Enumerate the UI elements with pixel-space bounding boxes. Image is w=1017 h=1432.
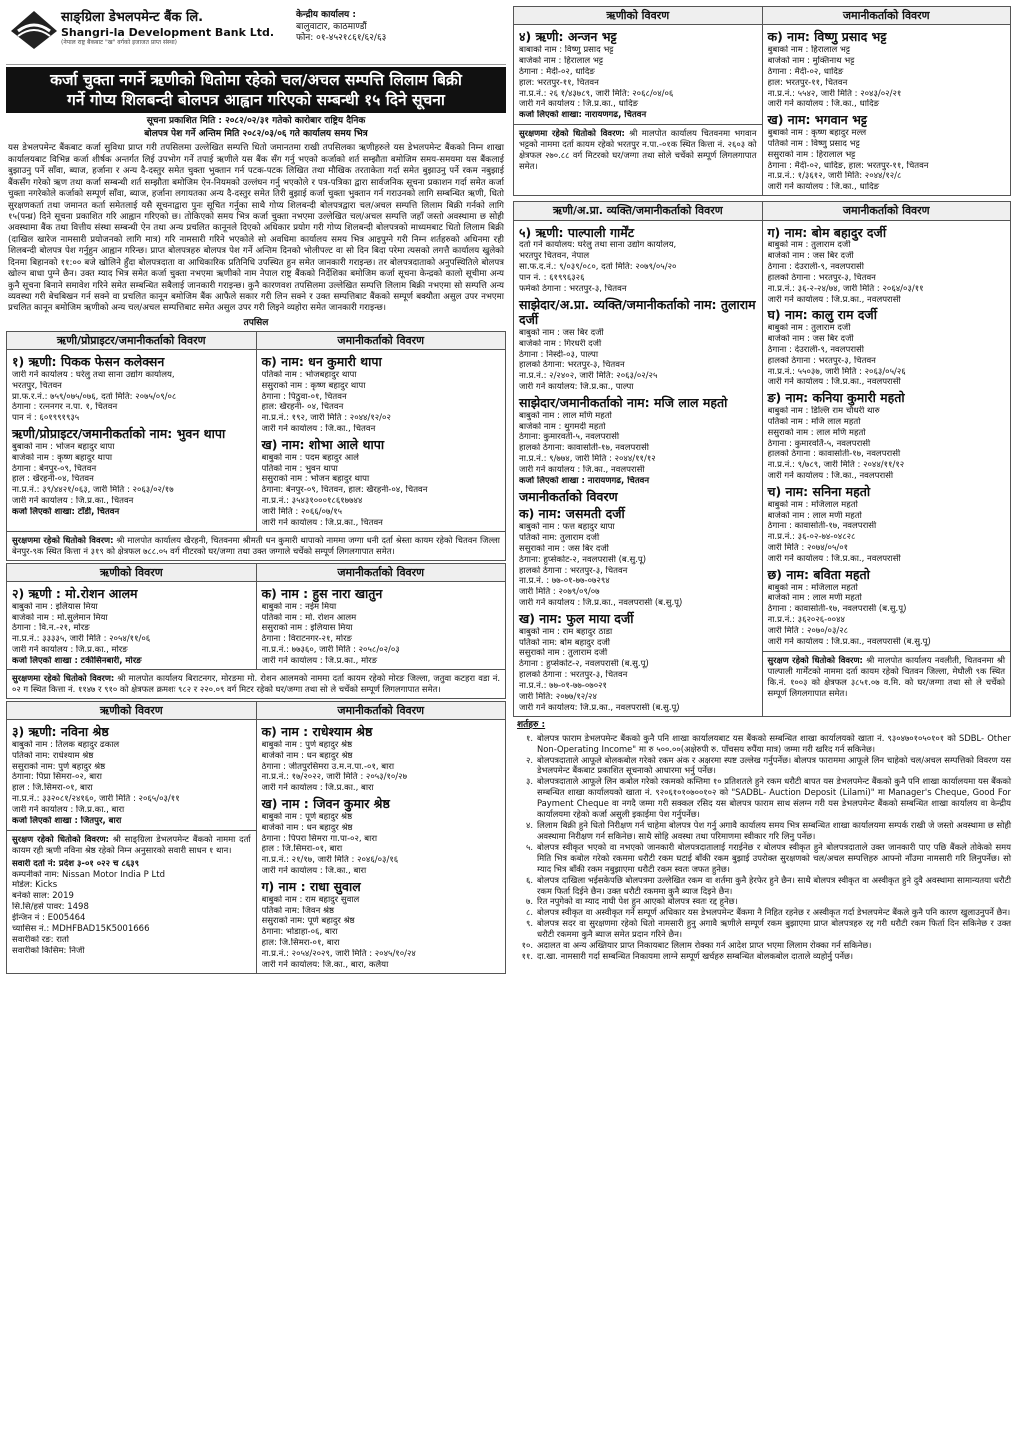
detail-line: जारी मिति: २०७७/१२/२४ <box>519 691 597 702</box>
detail-line: जारी गर्ने कार्यालय : जि.का., नवलपरासी <box>767 471 894 482</box>
detail-line: पतिको नाम: जिवन श्रेष्ठ <box>261 905 335 916</box>
detail-line: ससुराको नाम : जस बिर दर्जी <box>519 543 609 554</box>
guarantor-cell <box>763 221 1011 716</box>
headline-line2: गर्ने गोप्य शिलबन्दी बोलपत्र आह्वान गरिएको सम्बन्धी १५ दिने सूचना <box>67 91 445 110</box>
term-text: बोलपत्रदाताले आफूले लिन कबोल गरेको रकमको कम्तिमा १० प्रतिशतले हुने रकम धरौटी बापत यस डेभलपमेन्ट बैंकको कुनै पनि शाखा कार्यालयमा यस बैंकको सम्बन्धित शाखा कार्यालयको खाता नं. ९२०६१०१०७००१०२ को "SADBL- Auction Deposit (Lilami)" मा Manager's Cheque, Good For Payment Cheque वा नगदै जम्मा गरी सक्कल रसिद यस बोलपत्र फाराम साथ संलग्न गरी यस डेभलपमेन्ट बैंकको सम्बन्धित शाखा कार्यालय वा केन्द्रीय कार्यालयमा रहेको कर्जा असुली इकाईमा पेश गर्नुपर्नेछ। <box>537 776 1011 820</box>
detail-line: ससुराको नाम : लाल मणि महतो <box>767 427 866 438</box>
detail-line: ठेगाना : वि.न.-२१, मोरङ <box>12 623 90 634</box>
person-heading: ख) नाम: फुल माया दर्जी <box>519 611 634 627</box>
term-item <box>513 733 1011 755</box>
detail-line: बाजेको नाम : लाल मणी महतो <box>767 510 862 521</box>
detail-line: ठेगाना : देउराली-९, नवलपरासी <box>767 261 864 272</box>
section-header <box>514 7 1010 25</box>
detail-line: बाबुको नाम : फत्त बहादुर थापा <box>519 522 615 533</box>
detail-line: जारी गर्ने कार्यालय : जि.प्र.का., नवलपरासी (ब.सु.पू) <box>767 636 931 647</box>
detail-line: ना.प्र.नं.: २०५४/२०२९, जारी मिति : २०४५/१०/२४ <box>261 949 416 960</box>
detail-line: ठेगाना: बेनपुर-०९, चितवन, हाल: खैरहनी-०४, चितवन <box>261 485 428 496</box>
detail-line: ठेगाना : विराटनगर-२१, मोरङ <box>261 634 352 645</box>
detail-line: बाजेको नाम : जस बिर दर्जी <box>767 333 854 344</box>
detail-line: पतिको नाम : मो. रोशन आलम <box>261 612 357 623</box>
detail-line: जारी गर्ने कार्यालय : जि.प्र.का., मोरङ <box>12 645 128 656</box>
detail-line: जारी गर्ने कार्यालय : जि.प्र.का., चितवन <box>261 517 383 528</box>
detail-line: ठेगाना: भोडाहा-०६, बारा <box>261 927 338 938</box>
person-heading: १) ऋणी: पिकक फेसन कलेक्सन <box>12 354 165 370</box>
guarantor-cell <box>257 582 506 669</box>
detail-line: ना.प्र.नं.: ५५४२, जारी मिति : २०४३/०२/२१ <box>767 88 902 99</box>
collateral-text: श्री मालपोत कार्यालय खैरहनी, चितवनमा श्रीमती धन कुमारी थापाको नाममा जग्गा धनी दर्ता श्रेस्ता कायम रहेको चितवन जिल्ला बेनपुर-९क स्थित कित्ता नं ३१९ को क्षेत्रफल ७८८.०५ वर्ग मीटरको घर/जग्गा तथा उक्त जग्गाले चर्चेको सम्पूर्ण लिगलगापात समेत। <box>12 534 500 556</box>
detail-line: जारी गर्ने कार्यालय : जि.का., धादिङ <box>767 99 880 110</box>
detail-line: बाबुको नाम : तिलक बहादुर ढकाल <box>12 739 120 750</box>
detail-line: बाबुको नाम : डिल्लि राम चौधरी थारु <box>767 405 880 416</box>
detail-line: ना.प्र.नं.: ९/७७४, जारी मिति : २०४४/११/१२ <box>519 454 656 465</box>
section-body <box>7 720 505 973</box>
detail-line: ससुराको नाम : इलियास मिया <box>261 623 353 634</box>
section-header <box>7 702 505 720</box>
vehicle-line: मोडेल: Kicks <box>12 880 58 891</box>
section-body <box>514 221 1010 716</box>
detail-line: जारी मिति : २०७४/०५/०१ <box>767 543 849 554</box>
detail-line: हालको ठेगाना: कावासोती-१७, नवलपरासी <box>519 443 649 454</box>
vehicle-line: सवारीको रङ: रातो <box>12 934 69 945</box>
detail-line: बाजेको नाम : थुगमदी महतो <box>519 421 606 432</box>
section-head-left: ऋणी/प्रोप्राइटर/जमानीकर्ताको विवरण <box>7 332 257 349</box>
borrower-cell <box>514 221 763 716</box>
person-heading: ऋणी/प्रोप्राइटर/जमानीकर्ताको नाम: भुवन थापा <box>12 426 226 442</box>
detail-line: बुबाको नाम : कृष्ण बहादुर मल्ल <box>767 127 867 138</box>
notice-body: यस डेभलपमेन्ट बैंकबाट कर्जा सुविधा प्राप्त गरी तपसिलमा उल्लेखित सम्पत्ति धितो जमानतमा राखी तपसिलका ऋणीहरुले यस डेभलपमेन्ट बैंकको निम्न शाखा कार्यालयबाट विभिन्न कर्जा शीर्षक अन्तर्गत लिई उपभोग गर्ने तपाई ऋणीले यस बैंक सँग गर्नु भएको कर्जाको शर्त सम्झौता बमोजिम समय-समयमा यस बैंकलाई बुझाउनु पर्ने साँवा, ब्याज, हर्जाना र अन्य दै-दस्तुर समेत चुक्ता भुक्तान गर्न पटक-पटक लिखित तथा मौखिक तरताकेता गर्दा समेत बुझाउनु पर्ने रकम नबुझाई बैंकसँग गरेको ऋण तथा कर्जा सम्बन्धी शर्त सम्झौता बमोजिम ऐन-नियमको उल्लंघन गर्नु भएकोले र पत्र-पत्रिका द्वारा सार्वजनिक सूचना प्रकाशन गर्दा समेत कर्जा चुक्ता नगरेकोले कर्जाको सम्पूर्ण साँवा, ब्याज, हर्जाना लगायतका अन्य दै-दस्तुर समेत तिरी बुझाई कर्जा चुक्ता भुक्तान गर्न गराउनको लागि सम्बन्धित ऋणी, धितो सुरक्षणकर्ता तथा जमानत कर्ता समेतलाई यसै सूचनाद्वारा पुनः सूचित गर्नुका साथै गोप्य शिलबन्दी बोलपत्रद्वारा चल/अचल सम्पत्ति लिलाम बिक्री गर्नको लागि १५(पन्ध्र) दिने सूचना प्रकाशित गरि आह्वान गरिएको छ। तोकिएको समय भित्र कर्जा चुक्ता नभएमा उल्लेखित चल/अचल सम्पत्ति जहाँ जस्तो अवस्थामा छ सोही अवस्थामा बैंक तथा वित्तीय संस्था सम्बन्धी ऐन तथा अन्य प्रचलित कानूनले दिएको अधिकार प्रयोग गरी गोप्य शिलबन्दी बोलपत्रको माध्यमबाट धितो लिलाम बिक्री (दाखिल खारेज नामसारी प्रयोजनको लागि मात्र) गरि नामसारी गरिने भएकोले सो अवधिमा कार्यालय समय भित्र आइपुग्ने गरी निम्न शर्तहरुको अधिनमा रही शिलबन्दी बोलपत्र पेश गर्नुहुन आह्वान गरिन्छ। प्राप्त बोलपत्रहरु बोलपत्र पेश गर्ने अन्तिम दिनको भोलीपल्ट वा सो दिन बिदा परेमा त्यसको लगत्तै कार्यालय खुलेको दिनमा बिहानको ११:०० बजे खोलिने हुँदा बोलपत्रदाता वा आधिकारिक प्रतिनिधि उपस्थित हुन समेत जानकारी गराइन्छ। तर बोलपत्रदाताको अनुपस्थितिले बोलपत्र खोल्न बाधा पुग्ने छैन। उक्त म्याद भित्र समेत कर्जा चुक्ता नभएमा ऋणीको नाम नेपाल राष्ट्र बैंकको निर्देशिका बमोजिम कर्जा सूचना केन्द्रको कालो सूचीमा अन्य कुनै सूचना बिनाने समावेश गरिने समेत सम्बन्धित सबैलाई जानकारी गराइन्छ। कुनै कारणवश तपसिलमा उल्लेखित सम्पत्ति लिलाम बिक्री नभएमा सो सम्पत्ति अन्य व्यवस्था गरी बेचबिखन गर्न सक्ने वा प्रचलित कानून बमोजिम बैंक आफैले सकार गरी लिन सक्ने र उक्त सम्पत्तिबाट बैंकको सम्पूर्ण बक्यौता असुल उपर नभएमा प्रचलित कानून बमोजिम ऋणीको अन्य चल/अचल सम्पत्तिबाट समेत असुल उपर गरी लिइने व्यहोरा समेत जानकारी गराइन्छ। <box>8 143 504 314</box>
detail-line: हाल: भरतपुर-११, चितवन <box>767 77 848 88</box>
section-head-left: ऋणीको विवरण <box>7 702 257 719</box>
left-column <box>6 6 506 974</box>
section-head-right: जमानीकर्ताको विवरण <box>257 332 506 349</box>
detail-line: बाजेको नाम : कृष्ण बहादुर थापा <box>12 452 113 463</box>
detail-line: जारी गर्ने कार्यालय : जि.का., नवलपरासी <box>519 465 645 476</box>
detail-line: ना.प्र.नं.: २/२४०२, जारी मिति: २०६३/०२/२५ <box>519 371 658 382</box>
detail-line: बाबुको नाम : इलियास मिया <box>12 601 98 612</box>
person-heading: ख) नाम: शोभा आले थापा <box>261 437 385 453</box>
person-heading: क) नाम : राधेश्याम श्रेष्ठ <box>261 724 373 740</box>
vehicle-details <box>12 859 251 957</box>
detail-line: बाजेको नाम : लाल मणी महतो <box>767 593 862 604</box>
term-text: बोलपत्र दाखिला भईसकेपछि बोलपत्रमा उल्लेखित रकम वा शर्तमा कुनै हेरफेर हुने छैन। साथै बोलपत्र स्वीकृत वा अस्वीकृत हुने दुवै अवस्थामा सामान्यतया धरौटी रकम फिर्ता दिईने छैन। उक्त धरौटी रकममा कुनै ब्याज दिइने छैन। <box>537 874 1011 896</box>
collateral-details <box>763 651 1011 702</box>
detail-line: बाबुको नाम : मजिलाल महतो <box>767 499 858 510</box>
term-text: दा.खा. नामसारी गर्दा सम्बन्धित निकायमा लाग्ने सम्पूर्ण खर्चहरु सम्बन्धित बोलकबोल दाताले व्यहोर्नु पर्नेछ। <box>537 951 854 962</box>
detail-line: ना.प्र.नं.: ३५४३१०००१८६१७७४४ <box>261 496 363 507</box>
borrower-cell <box>7 720 257 973</box>
detail-line: ठेगाना : मैदी-०२, धादिङ, हाल: भरतपुर-११, चितवन <box>767 160 929 171</box>
term-text: बोलपत्र सदर वा सुरक्षणमा रहेको धितो नामसारी हुनु अगावै ऋणीले सम्पूर्ण रकम बुझाएमा प्राप्त बोलपत्रहरु रद्द गरी धरौटी रकम फिर्ता दिन सकिनेछ र उक्त धरौटी रकममा कुनै ब्याज समेत प्रदान गरिने छैन। <box>537 918 1011 940</box>
detail-line: जारी गर्ने कार्यालय : घरेलु तथा साना उद्योग कार्यालय, <box>12 369 175 380</box>
detail-line: जारी मिति : २०७९/०९/०७ <box>519 587 600 598</box>
detail-line: बाबुको नाम : मजिलाल महतो <box>767 582 858 593</box>
person-heading: २) ऋणी : मो.रोशन आलम <box>12 586 138 602</box>
section-head-left: ऋणीको विवरण <box>514 7 763 24</box>
section-head-right: जमानीकर्ताको विवरण <box>763 202 1011 219</box>
guarantor-cell <box>257 350 506 531</box>
loan-branch: कर्जा लिएको शाखा : जितपुर, बारा <box>12 815 122 826</box>
term-item <box>513 940 1011 951</box>
detail-line: जारी गर्ने कार्यालय : जि.प्र.का., बारा <box>12 805 125 816</box>
section-body <box>7 582 505 669</box>
collateral-details <box>7 830 256 859</box>
section-header <box>7 564 505 582</box>
person-heading: ग) नाम : राधा सुवाल <box>261 879 361 895</box>
collateral-text: श्री मालपोत कार्यालय चितवनमा भगवान भट्टको नाममा दर्ता कायम रहेको भरतपुर न.पा.-०१क स्थित कित्ता नं. २६०३ को क्षेत्रफल २७०.८८ वर्ग मिटरको घर/जग्गा तथा सोले चर्चेको सम्पूर्ण लिगलगापात समेत। <box>519 128 757 171</box>
office-info <box>296 6 386 64</box>
detail-line: ठेगाना: हुप्सेकोट-२, नवलपरासी (ब.सु.पू) <box>519 554 647 565</box>
detail-line: ना.प्र.नं.: ३३२०८१/२४१६०, जारी मिति : २०६५/०३/११ <box>12 794 180 805</box>
term-number: ३. <box>525 776 533 787</box>
collateral-text: श्री मालपोत कार्यालय नवलीती, चितवनमा श्री पाल्पाली गार्मेंटको नाममा दर्ता कायम रहेको चितवन जिल्ला, मेघौली ९क स्थित कि.नं. १००३ को क्षेत्रफल ३८५१.०७ व.मि. को घर/जग्गा तथा सो ले चर्चेको सम्पूर्ण लिगलगापात समेत। <box>767 654 1005 698</box>
detail-line: जारी गर्ने कार्यालय: जि.प्र.का., पाल्पा <box>519 382 634 393</box>
vehicle-line: कम्पनीको नाम: Nissan Motor India P Ltd <box>12 869 165 880</box>
detail-line: हालको ठेगाना : भरतपुर-३, चितवन <box>519 670 628 681</box>
vehicle-line: सवारीको किसिम: निजी <box>12 945 85 956</box>
term-number: ९. <box>525 918 533 929</box>
detail-line: जारी गर्ने कार्यालय: जि.का., बारा, कलैया <box>261 959 389 970</box>
detail-line: ना.प्र.नं.: १/३६१२, जारी मिति: २०४४/१२/८ <box>767 171 902 182</box>
detail-line: ठेगाना : देउराली-९, नवलपरासी <box>767 344 864 355</box>
detail-line: ठेगाना : रत्ननगर न.पा. १, चितवन <box>12 402 118 413</box>
detail-line: जारी गर्ने कार्यालय: जि.प्र.का., नवलपरासी (ब.सु.पू) <box>519 702 680 713</box>
terms-list <box>513 733 1011 962</box>
term-item <box>513 918 1011 940</box>
person-heading: घ) नाम: कालु राम दर्जी <box>767 307 877 323</box>
detail-line: हाल : जि.सिमरा-०१, बारा <box>12 783 93 794</box>
collateral-label: सुरक्षणमा रहेको धितोको विवरण: <box>12 534 114 545</box>
office-phone: फोन: ०१-४५२१८६१/६२/६३ <box>296 33 387 44</box>
term-number: ४. <box>525 820 533 831</box>
detail-line: बाबुको नाम : राम बहादुर ठाडा <box>519 626 613 637</box>
term-text: लिलाम बिक्री हुने धितो निरीक्षण गर्न चाहेमा बोलपत्र पेश गर्नु अगावै कार्यालय समय भित्र सम्बन्धित शाखा कार्यालयमा सम्पर्क राखी जे जस्तो अवस्थामा छ सोही अवस्थामा निरीक्षण गर्न सकिनेछ। साथै सोहि अवस्था तथा परिमाणमा स्वीकार गरि लिनु पर्नेछ। <box>537 820 1011 841</box>
section-2 <box>6 563 506 699</box>
term-item <box>513 875 1011 897</box>
detail-line: ससुराको नाम : तुलाराम दर्जी <box>519 648 608 659</box>
term-text: अदालत वा अन्य अख्तियार प्राप्त निकायबाट लिलाम रोक्का गर्न आदेश प्राप्त भएमा लिलाम रोक्का गर्न सकिनेछ। <box>537 940 872 951</box>
term-item <box>513 896 1011 907</box>
detail-line: हालको ठेगाना: भरतपुर-३, चितवन <box>519 360 625 371</box>
bank-tagline: (नेपाल राष्ट्र बैंकबाट "ख" वर्गको इजाजत प्राप्त संस्था) <box>61 39 177 47</box>
detail-line: पतिको नाम: राधेश्याम श्रेष्ठ <box>12 750 94 761</box>
term-number: ६. <box>525 874 533 885</box>
person-heading: क) नाम: विष्णु प्रसाद भट्ट <box>767 29 887 45</box>
detail-line: बाबुको नाम : लाल मणि महतो <box>519 410 612 421</box>
collateral-label: सुरक्षणमा रहेको धितोको विवरण: <box>519 128 625 139</box>
vehicle-line: ईन्जिन नं : E005464 <box>12 913 86 924</box>
term-text: रित नपुगेको वा म्याद नाघी पेश हुन आएको बोलपत्र स्वतः रद्द हुनेछ। <box>537 896 738 907</box>
vehicle-line: सि.सि/हर्स पावर: 1498 <box>12 902 89 913</box>
pubinfo-line1: सूचना प्रकाशित मिति : २०८२/०२/३१ गतेको कारोबार राष्ट्रिय दैनिक <box>146 116 366 127</box>
borrower-entries <box>519 29 757 121</box>
detail-line: बाबाको नाम : विष्णु प्रसाद भट्ट <box>519 45 614 56</box>
person-heading: ३) ऋणी: नविना श्रेष्ठ <box>12 724 109 740</box>
detail-line: हाल: जि.सिमरा-०१, बारा <box>261 938 340 949</box>
detail-line: बाजेको नाम : धन बहादुर श्रेष्ठ <box>261 750 353 761</box>
section-body <box>514 25 1010 195</box>
detail-line: जारी गर्ने कार्यालय : जि.का., धादिङ <box>767 182 880 193</box>
detail-line: ससुराको नाम: पूर्ण बहादुर श्रेष्ठ <box>261 916 355 927</box>
detail-line: ठेगाना : निस्दी-०३, पाल्पा <box>519 349 599 360</box>
right-column <box>513 6 1011 962</box>
bank-logo-icon <box>9 9 59 51</box>
borrower-cell <box>7 350 257 531</box>
term-item <box>513 820 1011 842</box>
detail-line: ठेगाना : मैदी-०२, धादिङ <box>519 66 595 77</box>
detail-line: हाल: भरतपुर-११, चितवन <box>519 77 599 88</box>
term-number: १०. <box>521 940 533 951</box>
section-3 <box>6 701 506 974</box>
detail-line: फर्मको ठेगाना : भरतपुर-३, चितवन <box>519 283 627 294</box>
detail-line: ठेगाना : कुमारवर्ति-५, नवलपरासी <box>767 438 871 449</box>
detail-line: जारी गर्ने कार्यालय : जि.प्र.का., नवलपरासी (ब.सु.पू) <box>519 598 683 609</box>
detail-line: हालको ठेगाना : कावासोती-१७, नवलपरासी <box>767 449 901 460</box>
detail-line: ठेगाना : कावासोती-१७, नवलपरासी (ब.सु.पू) <box>767 604 907 615</box>
section-1 <box>6 331 506 561</box>
bank-brand <box>61 6 296 64</box>
detail-line: बाजेको नाम : मो.सुलेमान मिया <box>12 612 108 623</box>
detail-line: ना.प्र.नं.: ३६२०२६-००४४ <box>767 615 845 626</box>
person-heading: जमानीकर्ताको विवरण <box>519 488 618 504</box>
collateral-details <box>514 124 762 175</box>
detail-line: पतिको नाम : भुवन थापा <box>261 463 338 474</box>
detail-line: ना.प्र.नं.: २१/१७, जारी मिति : २०४६/०३/१६ <box>261 855 399 866</box>
detail-line: ना.प्र.नं.: ३३३३५, जारी मिति : २०५४/११/०६ <box>12 634 151 645</box>
detail-line: पतिको नाम : भोजबहादुर थापा <box>261 369 357 380</box>
detail-line: बुबाको नाम : हिरालाल भट्ट <box>767 45 851 56</box>
section-head-left: ऋणी/अ.प्रा. व्यक्ति/जमानीकर्ताको विवरण <box>514 202 763 219</box>
bank-name-en: Shangri-la Development Bank Ltd. <box>61 25 275 39</box>
detail-line: ठेगाना : पिपरा सिमरा गा.पा-०२, बारा <box>261 833 378 844</box>
detail-line: ठेगाना: कुमारवर्ती-५, नवलपरासी <box>519 432 620 443</box>
tapsil-heading: तपसिल <box>243 317 269 328</box>
detail-line: हालको ठेगाना : भरतपुर-३, चितवन <box>519 565 628 576</box>
detail-line: पतिको नाम: बोम बहादुर दर्जी <box>519 637 610 648</box>
section-header <box>7 332 505 350</box>
term-number: ७. <box>525 896 533 907</box>
detail-line: ना.प्र.नं.: २६ १/४३७८९, जारी मिति: २०६८/०४/०६ <box>519 88 674 99</box>
detail-line: बाबुको नाम : तुलाराम दर्जी <box>767 323 851 334</box>
detail-line: बाजेको नाम : धन बहादुर श्रेष्ठ <box>261 822 353 833</box>
loan-branch: कर्जा लिएको शाखा : टकीसिनबारी, मोरङ <box>12 656 142 667</box>
office-address: बालुवाटार, काठमाण्डौं <box>296 21 367 32</box>
term-item <box>513 755 1011 777</box>
vehicle-line: सवारी दर्ता नं: प्रदेश ३-०१ ०२२ च ८६३९ <box>12 858 139 869</box>
detail-line: बाबुको नाम : जस बिर दर्जी <box>519 327 604 338</box>
person-heading: च) नाम: सनिना महतो <box>767 484 871 500</box>
detail-line: सा.फ.द.नं.: ९/०३९/०८०, दर्ता मिति: २०७९/०५/२० <box>519 261 677 272</box>
person-heading: ५) ऋणी: पाल्पाली गार्मेंट <box>519 224 635 240</box>
person-heading: साझेदार/अ.प्रा. व्यक्ति/जमानीकर्ताको नाम: तुलाराम दर्जी <box>519 296 756 328</box>
detail-line: जारी मिति : २०६६/०७/१५ <box>261 507 343 518</box>
term-number: ८. <box>525 907 533 918</box>
section-header <box>514 202 1010 220</box>
detail-line: बाबुको नाम : राम बहादुर सुवाल <box>261 894 360 905</box>
detail-line: ठेगाना : कावासोती-१७, नवलपरासी <box>767 521 877 532</box>
term-number: ११. <box>521 951 533 962</box>
bank-logo <box>6 6 61 54</box>
detail-line: जारी गर्ने कार्यालय : जि.प्र.का., मोरङ <box>261 656 378 667</box>
person-heading: क) नाम : हुस नारा खातुन <box>261 586 383 602</box>
term-item <box>513 907 1011 918</box>
detail-line: ठेगाना : जीतपुरसिमरा उ.म.न.पा.-०१, बारा <box>261 761 395 772</box>
detail-line: जारी गर्ने कार्यालय : जि.प्र.का., धादिङ <box>519 99 639 110</box>
detail-line: हाल : जि.सिमरा-०१, बारा <box>261 844 343 855</box>
person-heading: ग) नाम: बोम बहादुर दर्जी <box>767 224 887 240</box>
vehicle-line: बनेको साल: 2019 <box>12 891 74 902</box>
person-heading: ४) ऋणी: अन्जन भट्ट <box>519 29 617 45</box>
term-text: बोलपत्र स्वीकृत भएको वा नभएको जानकारी बोलपत्रदातालाई गराईनेछ र बोलपत्र स्वीकृत हुने बोलपत्रदाताले उक्त जानकारी पाए पछि बैंकले तोकेको समय मिति भित्र कबोल गरेको रकममा धरौटी रकम घटाई बाँकी रकम बुझाई उपरोक्त सुरक्षणको चल/अचल सम्पत्तिहरु आफ्नो नाँउमा नामसारी गरि लिनुपर्नेछ। सो म्याद भित्र बाँकी रकम नबुझाएमा धरौटी रकम स्वतः जफत हुनेछ। <box>537 841 1011 874</box>
term-number: ५. <box>525 841 533 852</box>
detail-line: बाबुको नाम : पूर्ण बहादुर श्रेष्ठ <box>261 811 353 822</box>
term-item <box>513 951 1011 962</box>
detail-line: बाबुको नाम : पदम बहादुर आले <box>261 452 359 463</box>
collateral-label: सुरक्षण रहेको धितोको विवरण: <box>767 654 863 665</box>
detail-line: ना.प्र.नं.: ७७३६०, जारी मिति : २०५८/०२/०३ <box>261 645 400 656</box>
detail-line: पान नं. : ६१९९६३२६ <box>519 272 585 283</box>
detail-line: जारी गर्ने कार्यालय : जि.प्र.का., चितवन <box>12 496 134 507</box>
detail-line: बाजेको नाम : जस बिर दर्जी <box>767 251 854 262</box>
detail-line: ससुराको नाम : कृष्ण बहादुर थापा <box>261 380 366 391</box>
bank-header <box>6 6 506 65</box>
person-heading: क) नाम: धन कुमारी थापा <box>261 354 382 370</box>
detail-line: जारी गर्ने कार्यालय : जि.प्र.का., नवलपरासी <box>767 554 901 565</box>
detail-line: बुबाको नाम : भोजन बहादुर थापा <box>12 441 115 452</box>
detail-line: बाजेको नाम : गिरधरी दर्जी <box>519 338 602 349</box>
section-head-right: जमानीकर्ताको विवरण <box>763 7 1011 24</box>
section-head-right: जमानीकर्ताको विवरण <box>257 564 506 581</box>
section-head-left: ऋणीको विवरण <box>7 564 257 581</box>
loan-branch: कर्जा लिएको शाखा: नारायणगढ, चितवन <box>519 110 647 121</box>
detail-line: ना.प्र.नं.: १७/२०२२, जारी मिति : २०५३/१०/२७ <box>261 772 408 783</box>
detail-line: ठेगाना : हुप्सेकोट-२, नवलपरासी (ब.सु.पू) <box>519 659 649 670</box>
borrower-cell <box>7 582 257 669</box>
term-number: १. <box>525 732 533 743</box>
loan-branch: कर्जा लिएको शाखा: टाँडी, चितवन <box>12 507 120 518</box>
detail-line: बाजेको नाम : हिरालाल भट्ट <box>519 55 604 66</box>
terms-title: शर्तहरु : <box>517 719 546 730</box>
vehicle-line: च्यासिस नं.: MDHFBAD15K5001666 <box>12 923 150 934</box>
detail-line: बाबुको नाम : तुलाराम दर्जी <box>767 240 851 251</box>
headline-line1: कर्जा चुक्ता नगर्ने ऋणीको धितोमा रहेको चल/अचल सम्पत्ति लिलाम बिक्री <box>50 71 462 89</box>
person-heading: क) नाम: जसमती दर्जी <box>519 506 625 522</box>
detail-line: दर्ता गर्ने कार्यालय: घरेलु तथा साना उद्योग कार्यालय, <box>519 240 677 251</box>
detail-line: ना.प्र.नं. : ७७-०१-७७-०७२९४ <box>519 576 610 587</box>
detail-line: ना.प्र.नं.: ३६-०२-७४-०४८२८ <box>767 532 856 543</box>
notice-headline <box>6 67 506 113</box>
detail-line: जारी गर्ने कार्यालय : जि.प्र.का., नवलपरासी <box>767 294 901 305</box>
collateral-label: सुरक्षणमा रहेको धितोको विवरण: <box>12 672 115 683</box>
detail-line: ना.प्र.नं.: ९/७८९, जारी मिति : २०४४/११/१२ <box>767 460 905 471</box>
detail-line: ना.प्र.नं.: ७७-०१-७७-०७०२१ <box>519 681 607 692</box>
term-item <box>513 842 1011 875</box>
detail-line: प्रा.फ.र.नं.: ७५९/०७५/०७६, दर्ता मिति: २०७५/०९/०८ <box>12 391 177 402</box>
detail-line: ठेगाना : पिठुवा-०१, चितवन <box>261 391 347 402</box>
term-text: बोलपत्र फाराम डेभलपमेन्ट बैंकको कुनै पनि शाखा कार्यालयबाट यस बैंकको सम्बन्धित शाखा कार्यालयको खाता नं. ९३०४७०१०५०१०१ को SDBL- Other Non-Operating Income" मा रु ५००.००(अक्षेरुपी रु. पाँचसय रुपैंया मात्र) जम्मा गरी खरिद गर्न सकिनेछ। <box>537 732 1011 754</box>
section-4 <box>513 6 1011 196</box>
detail-line: ससुराको नाम: पुर्ण बहादुर श्रेष्ठ <box>12 761 106 772</box>
detail-line: हाल : खैरहनी-०४, चितवन <box>12 474 94 485</box>
detail-line: जारी मिति : २०७०/०३/२८ <box>767 626 849 637</box>
detail-line: हालको ठेगाना : भरतपुर-३, चितवन <box>767 355 876 366</box>
person-heading: ङ) नाम: कनिया कुमारी महतो <box>767 390 905 406</box>
detail-line: हाल: खैरहनी- ०४, चितवन <box>261 402 344 413</box>
publication-info <box>6 113 506 142</box>
term-text: बोलपत्रदाताले आफूले बोलकबोल गरेको रकम अंक र अक्षरमा स्पष्ट उल्लेख गर्नुपर्नेछ। बोलपत्र फाराममा आफूले लिन चाहेको चल/अचल सम्पत्तिको विवरण यस डेभलपमेन्ट बैंकबाट प्रकाशित सूचनाको आधारमा भर्नु पर्नेछ। <box>537 754 1011 776</box>
term-item <box>513 776 1011 820</box>
detail-line: जारी गर्ने कार्यालय : जि.प्र.का., नवलपरासी <box>767 377 901 388</box>
detail-line: भरतपुर, चितवन <box>12 380 62 391</box>
detail-line: ना.प्र.नं.: ३६-२-२४/७४, जारी मिति : २०६४/०३/११ <box>767 283 924 294</box>
collateral-label: सुरक्षण रहेको धितोको विवरण: <box>12 833 109 844</box>
pubinfo-line2: बोलपत्र पेश गर्ने अन्तिम मिति २०८२/०३/०६ गते कार्यालय समय भित्र <box>144 128 368 139</box>
detail-line: ठेगाना : मैदी-०२, धादिङ <box>767 66 844 77</box>
collateral-text: श्री साङ्ग्रिला डेभलपमेन्ट बैंकको नाममा दर्ता कायम रही ऋणी नविना श्रेष्ठ रहेको निम्न अनुसारको सवारी साधन १ थान। <box>12 833 251 855</box>
detail-line: ना.प्र.नं.: ५५०३७, जारी मिति : २०६३/०५/२६ <box>767 366 906 377</box>
detail-line: ससुराको नाम : हिरालाल भट्ट <box>767 149 856 160</box>
collateral-text: श्री मालपोत कार्यालय बिराटनगर, मोरङमा मो. रोशन आलमको नाममा दर्ता कायम रहेको मोरङ जिल्ला, जतुवा कटहरा वडा नं. ०२ ग स्थित कित्ता नं. ११४७ र ९१० को क्षेत्रफल क्रमशः ९८२ र २२०.०९ वर्ग मिटर रहेको घर/जग्गा तथा सो ले चर्चेको सम्पूर्ण लिगलगापात समेत। <box>12 672 500 694</box>
detail-line: ठेगाना: पिप्रा सिमरा-०२, बारा <box>12 772 102 783</box>
person-heading: छ) नाम: बविता महतो <box>767 566 870 582</box>
section-body <box>7 350 505 531</box>
borrower-cell <box>514 25 763 195</box>
bank-name-np: साङ्ग्रिला डेभलपमेन्ट बैंक लि. <box>61 10 204 25</box>
office-label: केन्द्रीय कार्यालय : <box>296 10 357 20</box>
detail-line: ना.प्र.नं.: ३९/४४२१/०६३, जारी मिति : २०६३/०२/१७ <box>12 485 174 496</box>
detail-line: ससुराको नाम : भोजन बहादुर थापा <box>261 474 370 485</box>
detail-line: बाजेको नाम : मुक्तिनाथ भट्ट <box>767 55 855 66</box>
section-head-right: जमानीकर्ताको विवरण <box>257 702 506 719</box>
detail-line: ना.प्र.नं.: १९२, जारी मिति : २०४४/१२/०२ <box>261 413 391 424</box>
loan-branch: कर्जा लिएको शाखा : नारायणगढ, चितवन <box>519 475 650 486</box>
detail-line: ठेगाना : बेनपुर-०९, चितवन <box>12 463 97 474</box>
collateral-details <box>7 531 505 560</box>
person-heading: ख) नाम: भगवान भट्ट <box>767 112 867 128</box>
detail-line: पतिको नाम : मजि लाल महतो <box>767 416 861 427</box>
detail-line: जारी गर्ने कार्यालय : जि.का., चितवन <box>261 424 376 435</box>
terms-section <box>513 720 1011 962</box>
person-heading: साझेदार/जमानीकर्ताको नाम: मजि लाल महतो <box>519 395 728 411</box>
detail-line: बाबुको नाम : नईम मिया <box>261 601 337 612</box>
term-number: २. <box>525 754 533 765</box>
person-heading: ख) नाम : जिवन कुमार श्रेष्ठ <box>261 796 390 812</box>
detail-line: जारी गर्ने कार्यालय : जि.का., बारा <box>261 866 367 877</box>
detail-line: हालको ठेगाना : भरतपुर-३, चितवन <box>767 272 876 283</box>
detail-line: पान नं : ६०१९९१९३५ <box>12 413 80 424</box>
detail-line: भरतपुर चितवन, नेपाल <box>519 251 590 262</box>
detail-line: बाबुको नाम : पुर्ण बहादुर श्रेष्ठ <box>261 739 353 750</box>
detail-line: जारी गर्ने कार्यालय : जि.प्र.का., बारा <box>261 783 374 794</box>
detail-line: पतिको नाम: तुलाराम दर्जी <box>519 532 600 543</box>
borrower-entries <box>12 724 251 827</box>
guarantor-cell <box>257 720 506 973</box>
guarantor-entries <box>768 225 1006 648</box>
section-5 <box>513 201 1011 717</box>
detail-line: पतिको नाम : विष्णु प्रसाद भट्ट <box>767 138 860 149</box>
guarantor-cell <box>763 25 1011 195</box>
term-text: बोलपत्र स्वीकृत वा अस्वीकृत गर्ने सम्पूर्ण अधिकार यस डेभलपमेन्ट बैंकमा नै निहित रहनेछ र अस्वीकृत गर्दा डेभलपमेन्ट बैंकले कुनै पनि कारण खुलाउनुपर्ने छैन। <box>537 907 1011 918</box>
collateral-details <box>7 669 505 698</box>
